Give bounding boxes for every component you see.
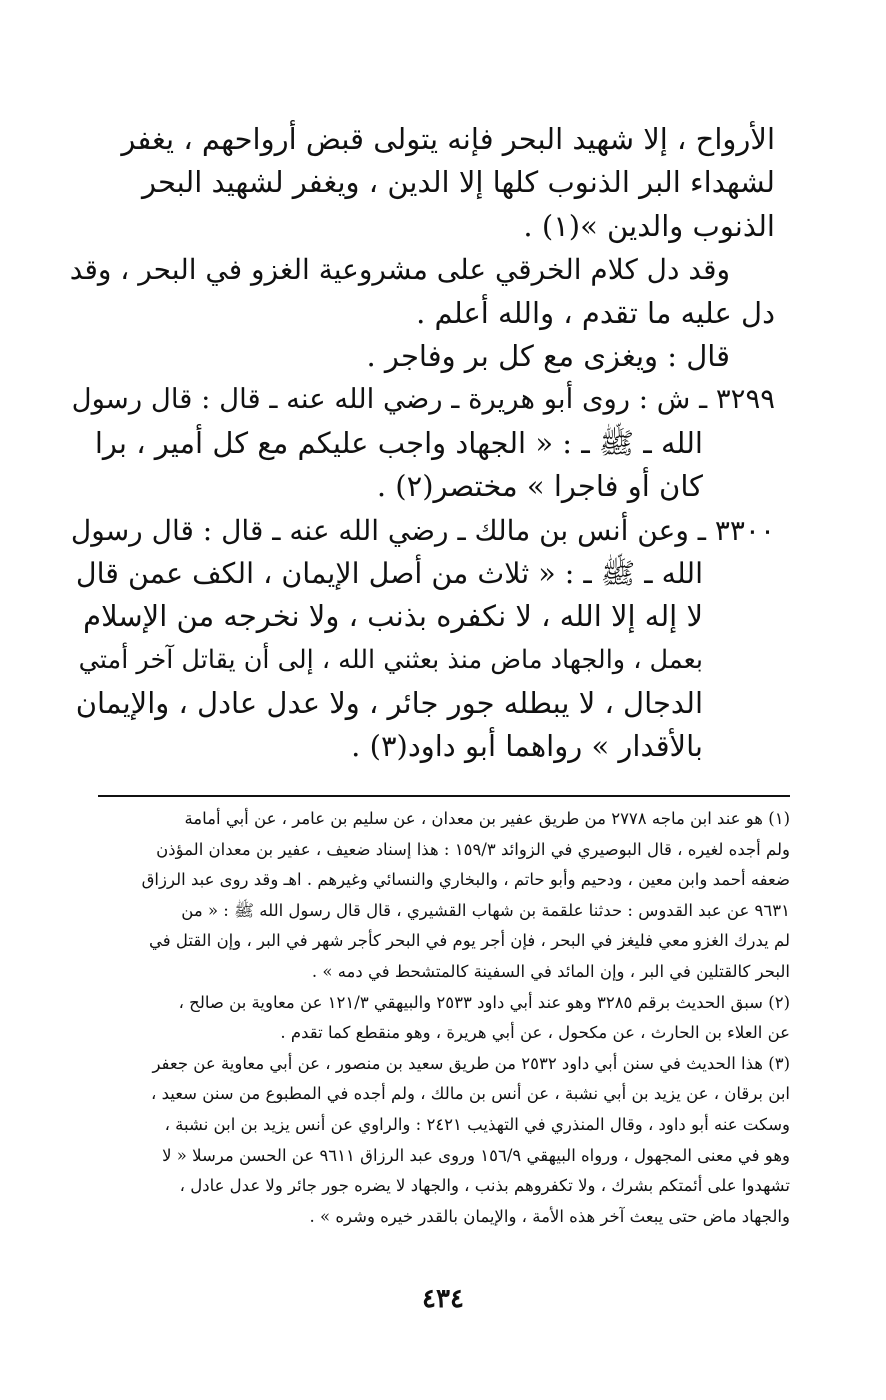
footnote-line: ضعفه أحمد وابن معين ، ودحيم وأبو حاتم ، والبخاري والنسائي وغيرهم . اهـ وقد روى عبد الرزاق [141, 870, 790, 890]
text-line: بالأقدار » رواهما أبو داود(٣) . [351, 729, 703, 764]
footnote-line: (٣) هذا الحديث في سنن أبي داود ٢٥٣٢ من طريق سعيد بن منصور ، عن أبي معاوية عن جعفر [152, 1053, 790, 1073]
footnote-line: تشهدوا على أئمتكم بشرك ، ولا تكفروهم بذنب ، والجهاد لا يضره جور جائر ولا عدل عادل ، [179, 1176, 790, 1196]
text-line: الله ـ ﷺ ـ : « ثلاث من أصل الإيمان ، الكف عمن قال [75, 556, 703, 590]
footnote-line: ٩٦٣١ عن عبد القدوس : حدثنا علقمة بن شهاب القشيري ، قال قال رسول الله ﷺ : « من [181, 900, 790, 920]
footnotes [98, 804, 790, 1232]
main-text [70, 118, 775, 769]
text-line: ٣٣٠٠ ـ وعن أنس بن مالك ـ رضي الله عنه ـ قال : قال رسول [70, 513, 775, 547]
page-number: ٤٣٤ [422, 1284, 464, 1314]
footnote-line: والجهاد ماض حتى يبعث آخر هذه الأمة ، والإيمان بالقدر خيره وشره » . [309, 1206, 790, 1226]
text-line: الله ـ ﷺ ـ : « الجهاد واجب عليكم مع كل أمير ، برا [94, 425, 703, 460]
footnote-line: لم يدرك الغزو معي فليغز في البحر ، فإن أجر يوم في البحر كأجر شهر في البر ، وإن القتل في [149, 931, 790, 951]
footnote-line: (١) هو عند ابن ماجه ٢٧٧٨ من طريق عفير بن معدان ، عن سليم بن عامر ، عن أبي أمامة [184, 809, 790, 828]
footnote-line: (٢) سبق الحديث برقم ٣٢٨٥ وهو عند أبي داود ٢٥٣٣ والبيهقي ١٢١/٣ عن معاوية بن صالح ، [178, 992, 790, 1012]
footnote-divider [98, 795, 790, 797]
text-line: وقد دل كلام الخرقي على مشروعية الغزو في البحر ، وقد [70, 253, 730, 287]
text-line: الذنوب والدين »(١) . [523, 208, 775, 243]
text-line: بعمل ، والجهاد ماض منذ بعثني الله ، إلى أن يقاتل آخر أمتي [78, 644, 703, 675]
footnote-line: وهو في معنى المجهول ، ورواه البيهقي ١٥٦/٩ وروى عبد الرزاق ٩٦١١ عن الحسن مرسلا « لا [162, 1145, 790, 1165]
text-line: كان أو فاجرا » مختصر(٢) . [376, 469, 703, 504]
text-line: لشهداء البر الذنوب كلها إلا الدين ، ويغفر لشهيد البحر [141, 165, 775, 200]
text-line: دل عليه ما تقدم ، والله أعلم . [416, 295, 775, 330]
text-line: قال : ويغزى مع كل بر وفاجر . [366, 338, 730, 373]
footnote-line: ولم أجده لغيره ، قال البوصيري في الزوائد ١٥٩/٣ : هذا إسناد ضعيف ، عفير بن معدان المؤذن [156, 839, 790, 859]
text-line: الأرواح ، إلا شهيد البحر فإنه يتولى قبض أرواحهم ، يغفر [121, 122, 775, 156]
footnote-line: عن العلاء بن الحارث ، عن مكحول ، عن أبي هريرة ، وهو منقطع كما تقدم . [280, 1023, 790, 1043]
text-line: لا إله إلا الله ، لا نكفره بذنب ، ولا نخرجه من الإسلام [83, 599, 703, 634]
footnote-line: ابن برقان ، عن يزيد بن أبي نشبة ، عن أنس بن مالك ، ولم أجده في المطبوع من سنن سعيد ، [151, 1084, 790, 1104]
footnote-line: البحر كالقتلين في البر ، وإن المائد في السفينة كالمتشحط في دمه » . [311, 961, 790, 981]
text-line: الدجال ، لا يبطله جور جائر ، ولا عدل عادل ، والإيمان [75, 686, 703, 721]
footnote-line: وسكت عنه أبو داود ، وقال المنذري في التهذيب ٢٤٢١ : والراوي عن أنس يزيد بن ابن نشبة ، [164, 1114, 790, 1134]
text-line: ٣٢٩٩ ـ ش : روى أبو هريرة ـ رضي الله عنه ـ قال : قال رسول [71, 383, 775, 416]
